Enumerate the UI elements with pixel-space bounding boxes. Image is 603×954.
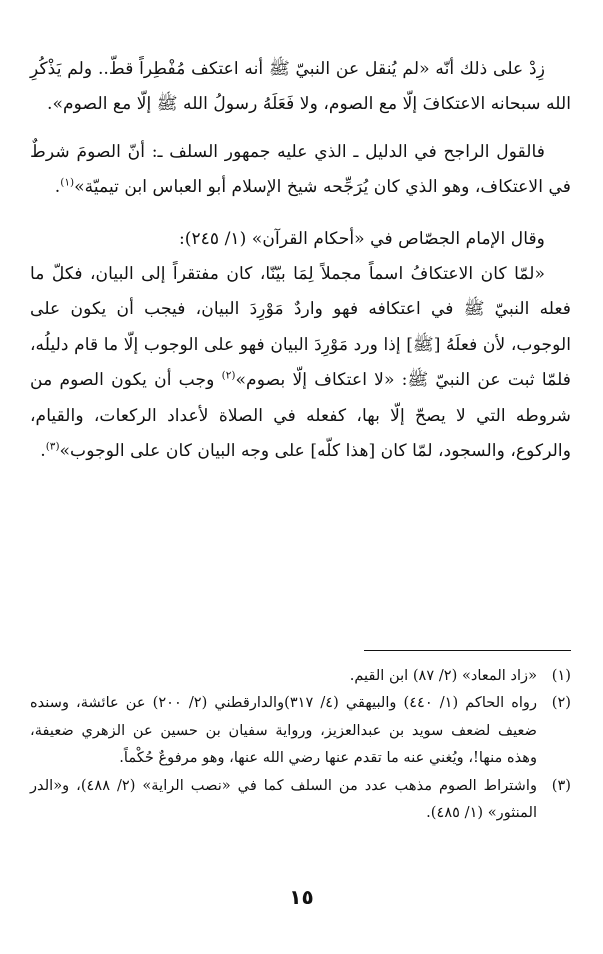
footnote-2 [30, 689, 571, 771]
paragraph-2 [30, 135, 571, 206]
paragraph-3-intro: وقال الإمام الجصّاص في «أحكام القرآن» (١/ ٢٤٥): [178, 228, 545, 249]
quote-end: . [40, 441, 46, 462]
page-number: ١٥ [289, 885, 314, 909]
footnote-ref-2: (٢) [221, 369, 236, 382]
footnote-text: «زاد المعاد» (٢/ ٨٧) ابن القيم. [349, 667, 537, 684]
footnotes [30, 662, 571, 826]
footnote-number: (٢) [551, 694, 571, 712]
footnote-number: (٣) [551, 776, 571, 794]
footnote-ref-3: (٣) [45, 440, 60, 453]
footnote-text: رواه الحاكم (١/ ٤٤٠) والبيهقي (٤/ ٣١٧)والدارقطني (٢/ ٢٠٠) عن عائشة، وسنده ضعيف لضعف سويد بن عبدالعزيز، ورواية سفيان بن حسين عن الزهري ضعيفة، وهذه منها!، ويُغني عنه ما تقدم عنها رضي الله عنها، وهو مرفوعٌ حُكْماً. [30, 694, 538, 767]
paragraph-2-end: . [54, 177, 61, 198]
main-text [30, 52, 571, 469]
footnote-ref-1: (١) [60, 176, 75, 189]
paragraph-1: زِدْ على ذلك أنّه «لم يُنقل عن النبيّ ﷺ أنه اعتكف مُفْطِراً قطّ.. ولم يَذْكُرِ الله سبحانه الاعتكافَ إلّا مع الصوم، ولا فَعَلَهُ رسولُ الله ﷺ إلّا مع الصوم». [30, 59, 571, 115]
footnote-text: واشتراط الصوم مذهب عدد من السلف كما في «نصب الراية» (٢/ ٤٨٨)، و«الدر المنثور» (١/ ٤٨٥). [30, 776, 537, 822]
paragraph-3-quote [30, 257, 571, 469]
footnote-number: (١) [551, 667, 571, 684]
footnote-3 [30, 772, 571, 827]
footnote-1 [30, 662, 571, 689]
quote-part-a: «لمّا كان الاعتكافُ اسماً مجملاً لِمَا بيّنّا، كان مفتقراً إلى البيان، فكلّ ما فعله النبيّ ﷺ في اعتكافه فهو واردٌ مَوْرِدَ البيان، فيجب أن يكون على الوجوب، لأن فعلَهُ [ﷺ] إذا ورد مَوْرِدَ البيان فهو على الوجوب إلّا ما قام دليلُه، فلمّا ثبت عن النبيّ ﷺ: «لا اعتكاف إلّا بصوم» [30, 264, 571, 391]
footnote-divider [364, 650, 571, 651]
paragraph-2-text: فالقول الراجح في الدليل ـ الذي عليه جمهور السلف ـ: أنّ الصومَ شرطٌ في الاعتكاف، وهو الذي كان يُرَجِّحه شيخ الإسلام أبو العباس ابن تيميّة» [30, 141, 571, 198]
quote-part-b: وجب أن يكون الصوم من شروطه التي لا يصحّ إلّا بها، كفعله في الصلاة لأعداد الركعات، والقيام، والركوع، والسجود، لمّا كان [هذا كلّه] على وجه البيان كان على الوجوب» [30, 370, 571, 462]
